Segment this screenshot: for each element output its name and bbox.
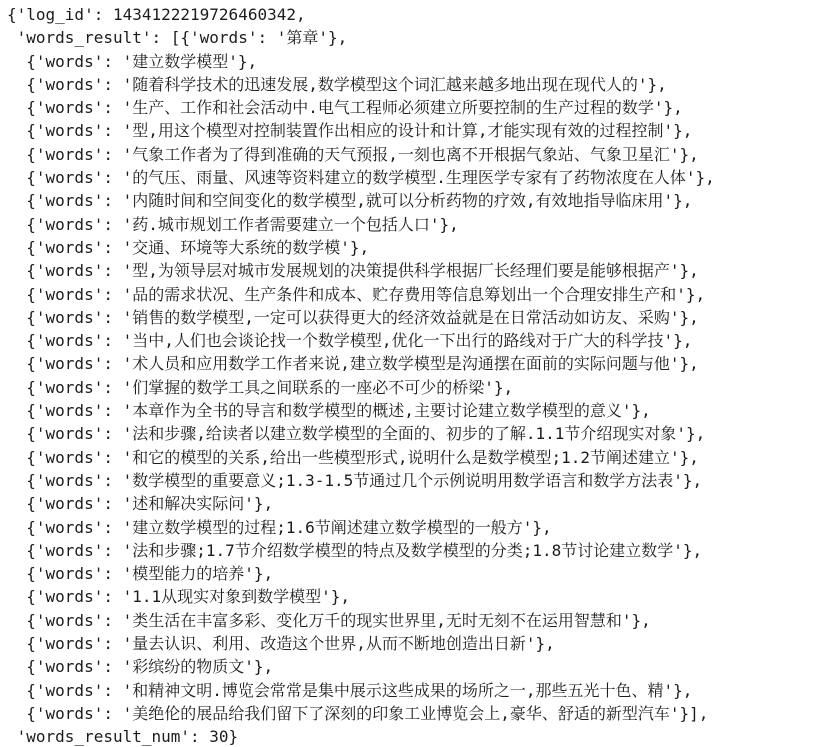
- console-line: {'words': '量去认识、利用、改造这个世界,从而不断地创造出日新'},: [7, 634, 555, 654]
- console-line: {'words': '内随时间和空间变化的数学模型,就可以分析药物的疗效,有效地指导临床用'},: [7, 191, 693, 211]
- console-line: 'words_result': [{'words': '第章'},: [7, 28, 348, 48]
- console-line: {'words': '和精神文明.博览会常常是集中展示这些成果的场所之一,那些五光十色、精'},: [7, 680, 693, 700]
- console-line: {'words': '本章作为全书的导言和数学模型的概述,主要讨论建立数学模型的意义'},: [7, 401, 651, 421]
- console-line: {'words': '随着科学技术的迅速发展,数学模型这个词汇越来越多地出现在现代人的'},: [7, 74, 667, 94]
- console-line: {'words': '型,用这个模型对控制装置作出相应的设计和计算,才能实现有效的过程控制'},: [7, 121, 693, 141]
- console-line: {'words': '品的需求状况、生产条件和成本、贮存费用等信息筹划出一个合理安排生产和'},: [7, 284, 706, 304]
- ocr-dict-output: [7, 3, 827, 747]
- console-line: {'words': '型,为领导层对城市发展规划的决策提供科学根据厂长经理们要是能够根据产'},: [7, 261, 699, 281]
- console-line: {'words': '建立数学模型的过程;1.6节阐述建立数学模型的一般方'},: [7, 517, 552, 537]
- console-line: {'words': '1.1从现实对象到数学模型'},: [7, 587, 351, 607]
- console-line: {'words': '和它的模型的关系,给出一些模型形式,说明什么是数学模型;1.2节阐述建立'},: [7, 447, 699, 467]
- console-line: {'words': '法和步骤;1.7节介绍数学模型的特点及数学模型的分类;1.8节讨论建立数学'},: [7, 540, 703, 560]
- console-line: {'words': '彩缤纷的物质文'},: [7, 657, 274, 677]
- console-line: {'words': '当中,人们也会谈论找一个数学模型,优化一下出行的路线对于广大的科学技'},: [7, 331, 693, 351]
- console-line: {'words': '美绝伦的展品给我们留下了深刻的印象工业博览会上,豪华、舒适的新型汽车'}],: [7, 703, 709, 723]
- console-line: {'words': '类生活在丰富多彩、变化万千的现实世界里,无时无刻不在运用智慧和'},: [7, 610, 651, 630]
- console-line: {'words': '生产、工作和社会活动中.电气工程师必须建立所要控制的生产过程的数学'},: [7, 98, 683, 118]
- console-line: 'words_result_num': 30}: [7, 727, 239, 747]
- console-line: {'words': '术人员和应用数学工作者来说,建立数学模型是沟通摆在面前的实际问题与他'},: [7, 354, 699, 374]
- console-line: {'words': '建立数学模型'},: [7, 51, 258, 71]
- console-line: {'words': '述和解决实际问'},: [7, 494, 274, 514]
- console-line: {'words': '的气压、雨量、风速等资料建立的数学模型.生理医学专家有了药物浓度在人体'},: [7, 168, 715, 188]
- console-line: {'words': '模型能力的培养'},: [7, 564, 274, 584]
- console-line: {'words': '销售的数学模型,一定可以获得更大的经济效益就是在日常活动如访友、采购'},: [7, 307, 699, 327]
- console-line: {'words': '数学模型的重要意义;1.3-1.5节通过几个示例说明用数学语言和数学方法表'},: [7, 470, 703, 490]
- console-line: {'words': '药.城市规划工作者需要建立一个包括人口'},: [7, 214, 459, 234]
- console-line: {'words': '交通、环境等大系统的数学模'},: [7, 237, 370, 257]
- console-line: {'words': '法和步骤,给读者以建立数学模型的全面的、初步的了解.1.1节介绍现实对象'},: [7, 424, 706, 444]
- console-line: {'words': '气象工作者为了得到准确的天气预报,一刻也离不开根据气象站、气象卫星汇'},: [7, 144, 699, 164]
- console-line: {'words': '们掌握的数学工具之间联系的一座必不可少的桥梁'},: [7, 377, 514, 397]
- console-line: {'log_id': 1434122219726460342,: [7, 5, 306, 24]
